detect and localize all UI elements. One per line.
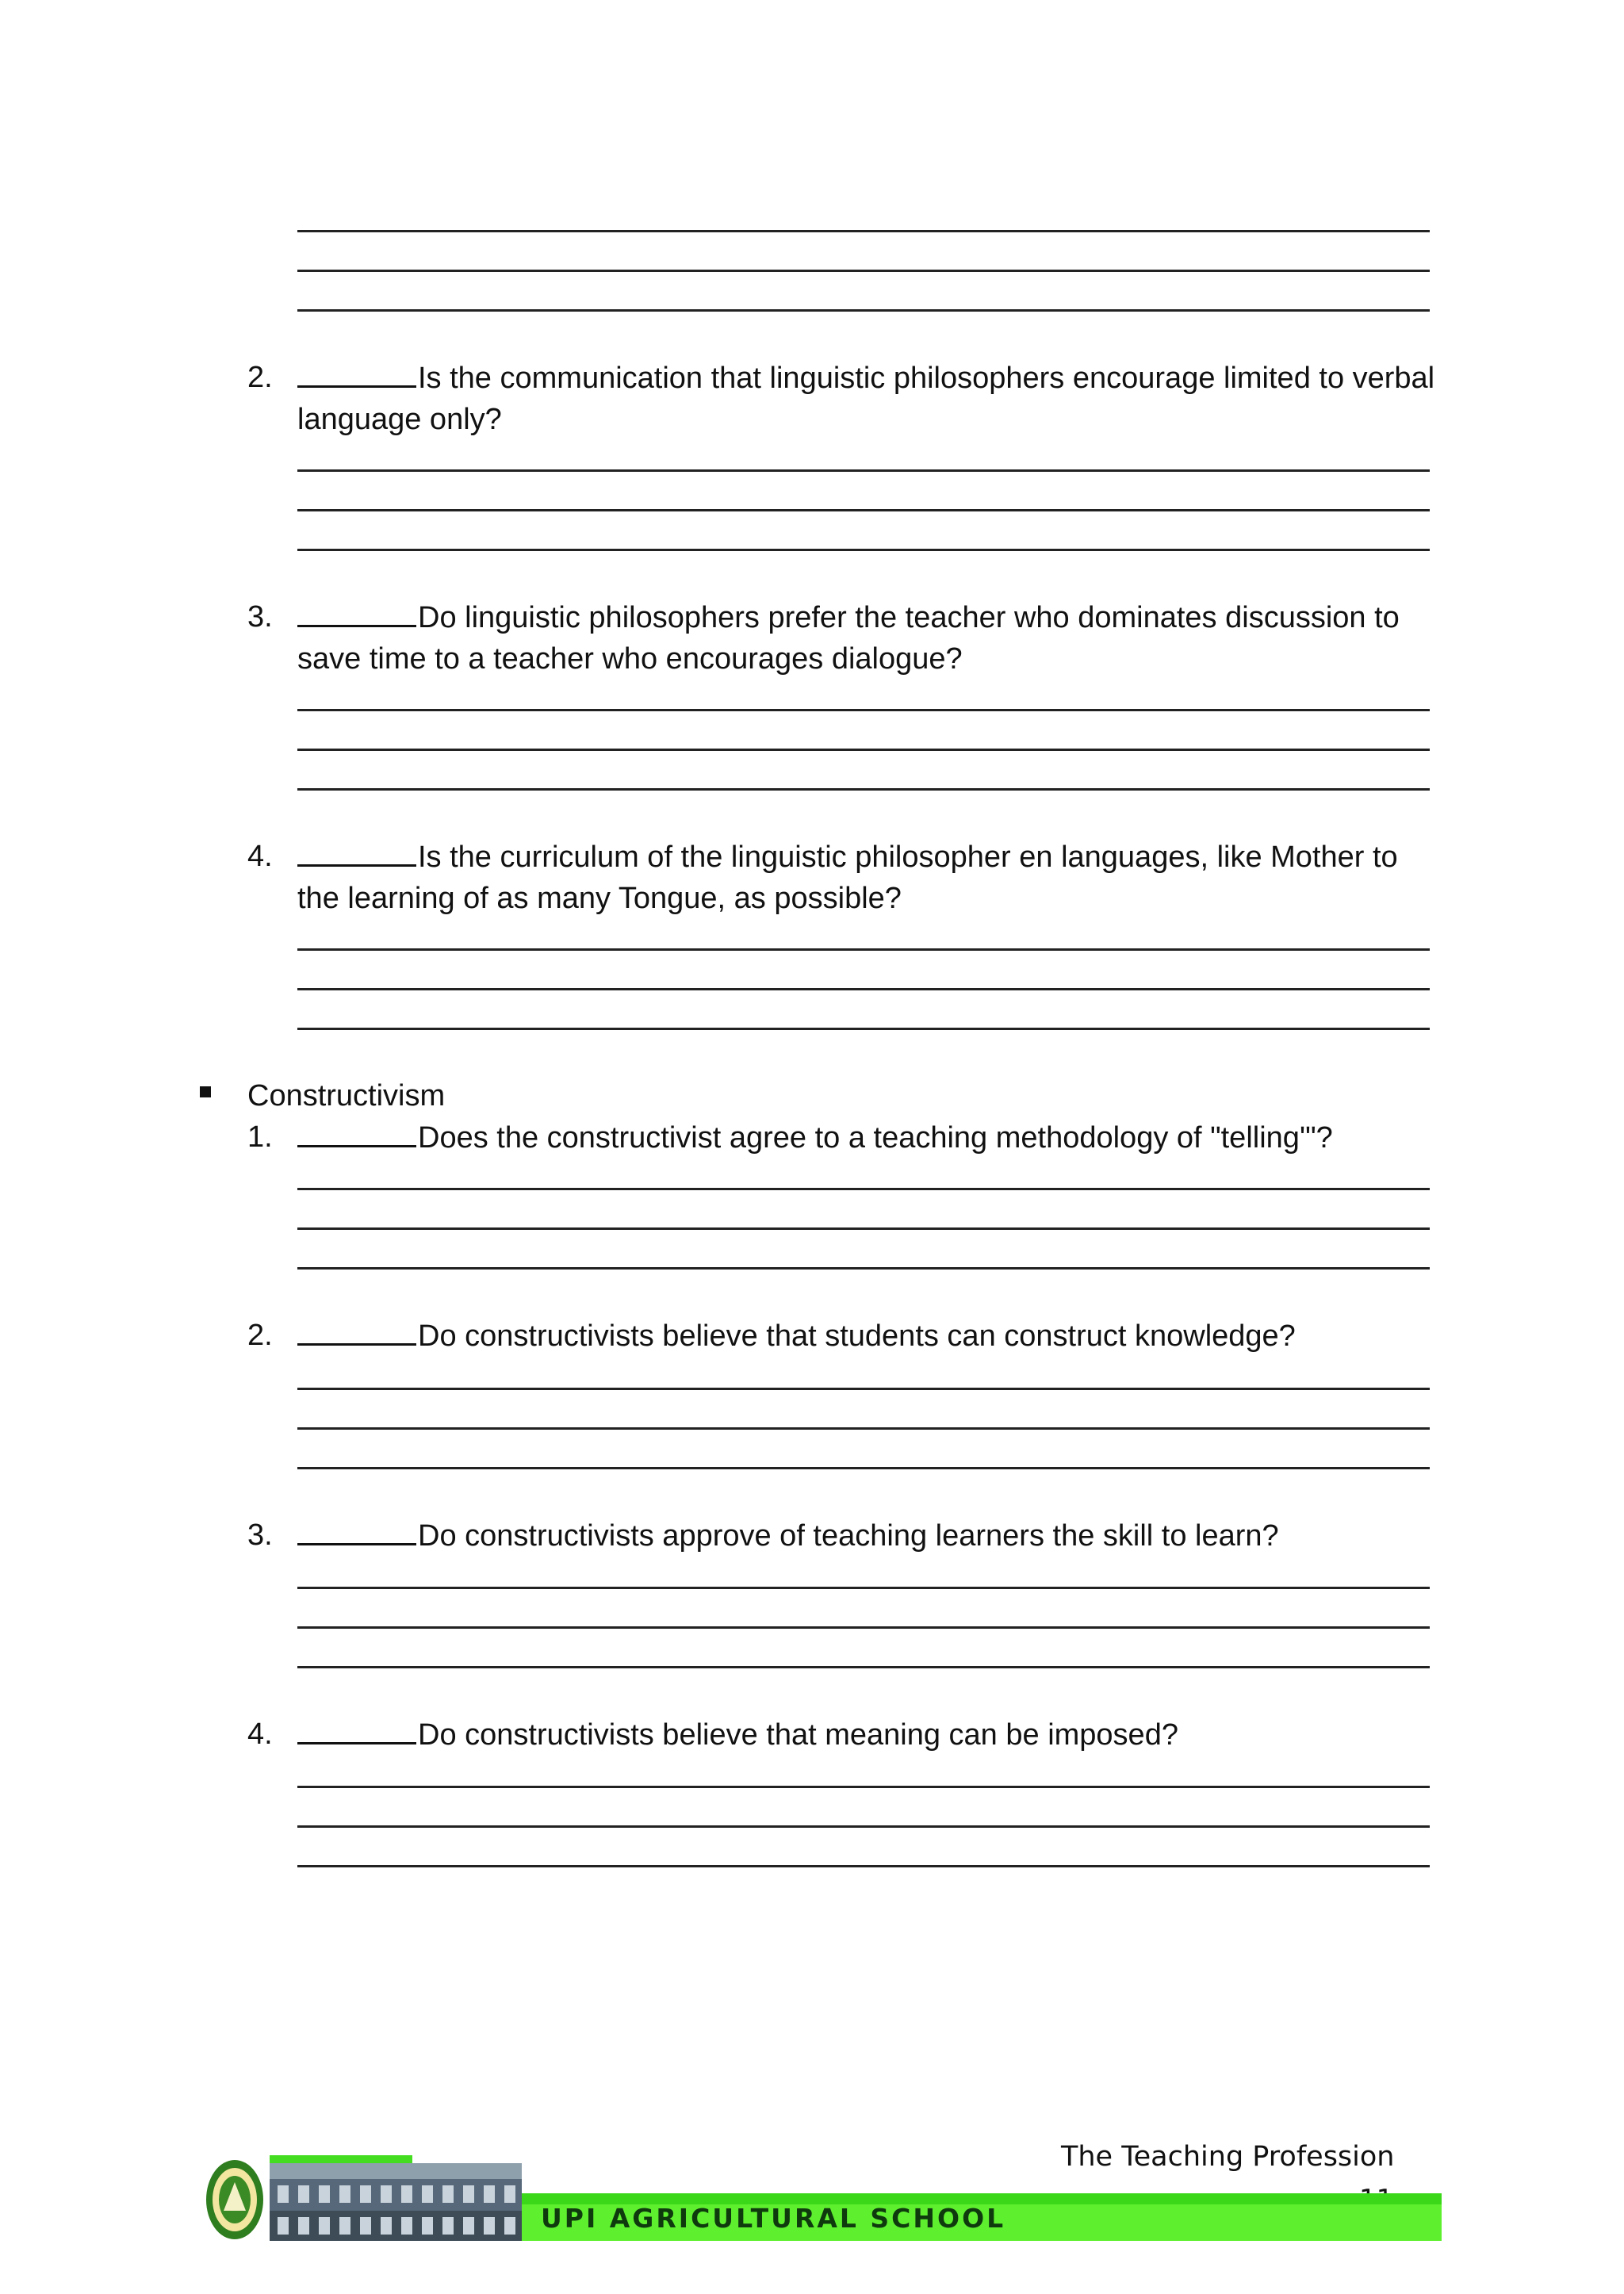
question-text: Does the constructivist agree to a teaching methodology of "telling'"? bbox=[297, 1116, 1447, 1158]
school-building-photo bbox=[270, 2163, 522, 2241]
answer-line bbox=[297, 1666, 1430, 1668]
question-text: Do linguistic philosophers prefer the teacher who dominates discussion to save time to a teacher who encourages dialogue? bbox=[297, 596, 1447, 680]
answer-line bbox=[297, 948, 1430, 951]
answer-blank bbox=[297, 596, 416, 627]
answer-line bbox=[297, 1227, 1430, 1230]
section-title: Constructivism bbox=[247, 1079, 446, 1113]
question-number: 2. bbox=[247, 1319, 273, 1352]
answer-line bbox=[297, 1188, 1430, 1190]
answer-line bbox=[297, 1786, 1430, 1788]
answer-line bbox=[297, 749, 1430, 751]
answer-line bbox=[297, 509, 1430, 511]
question-number: 4. bbox=[247, 840, 273, 873]
answer-line bbox=[297, 1626, 1430, 1629]
question-text: Is the curriculum of the linguistic philosopher en languages, like Mother to the learning of as many Tongue, as possible? bbox=[297, 836, 1447, 919]
answer-line bbox=[297, 469, 1430, 472]
bullet-square-icon bbox=[200, 1086, 211, 1097]
answer-line bbox=[297, 988, 1430, 990]
answer-line bbox=[297, 549, 1430, 551]
answer-line bbox=[297, 230, 1430, 232]
school-name: UPI AGRICULTURAL SCHOOL bbox=[541, 2203, 1006, 2234]
answer-line bbox=[297, 309, 1430, 312]
answer-line bbox=[297, 1467, 1430, 1469]
answer-line bbox=[297, 709, 1430, 711]
answer-line bbox=[297, 1865, 1430, 1867]
question-number: 3. bbox=[247, 600, 273, 634]
question-text: Do constructivists believe that meaning can be imposed? bbox=[297, 1714, 1447, 1756]
footer-title: The Teaching Profession bbox=[1061, 2141, 1395, 2173]
answer-line bbox=[297, 1388, 1430, 1390]
question-number: 4. bbox=[247, 1718, 273, 1751]
answer-blank bbox=[297, 1315, 416, 1346]
question-text: Is the communication that linguistic philosophers encourage limited to verbal language only? bbox=[297, 357, 1447, 440]
answer-line bbox=[297, 1825, 1430, 1828]
answer-line bbox=[297, 1267, 1430, 1270]
answer-blank bbox=[297, 1116, 416, 1147]
answer-line bbox=[297, 788, 1430, 791]
answer-blank bbox=[297, 1515, 416, 1545]
question-text: Do constructivists approve of teaching learners the skill to learn? bbox=[297, 1515, 1447, 1557]
answer-blank bbox=[297, 1714, 416, 1744]
answer-line bbox=[297, 1587, 1430, 1589]
school-seal-icon bbox=[205, 2158, 265, 2241]
answer-line bbox=[297, 270, 1430, 272]
answer-line bbox=[297, 1427, 1430, 1430]
answer-line bbox=[297, 1028, 1430, 1030]
answer-blank bbox=[297, 357, 416, 388]
answer-blank bbox=[297, 836, 416, 867]
question-text: Do constructivists believe that students can construct knowledge? bbox=[297, 1315, 1447, 1357]
question-number: 1. bbox=[247, 1120, 273, 1154]
question-number: 3. bbox=[247, 1518, 273, 1552]
question-number: 2. bbox=[247, 361, 273, 394]
